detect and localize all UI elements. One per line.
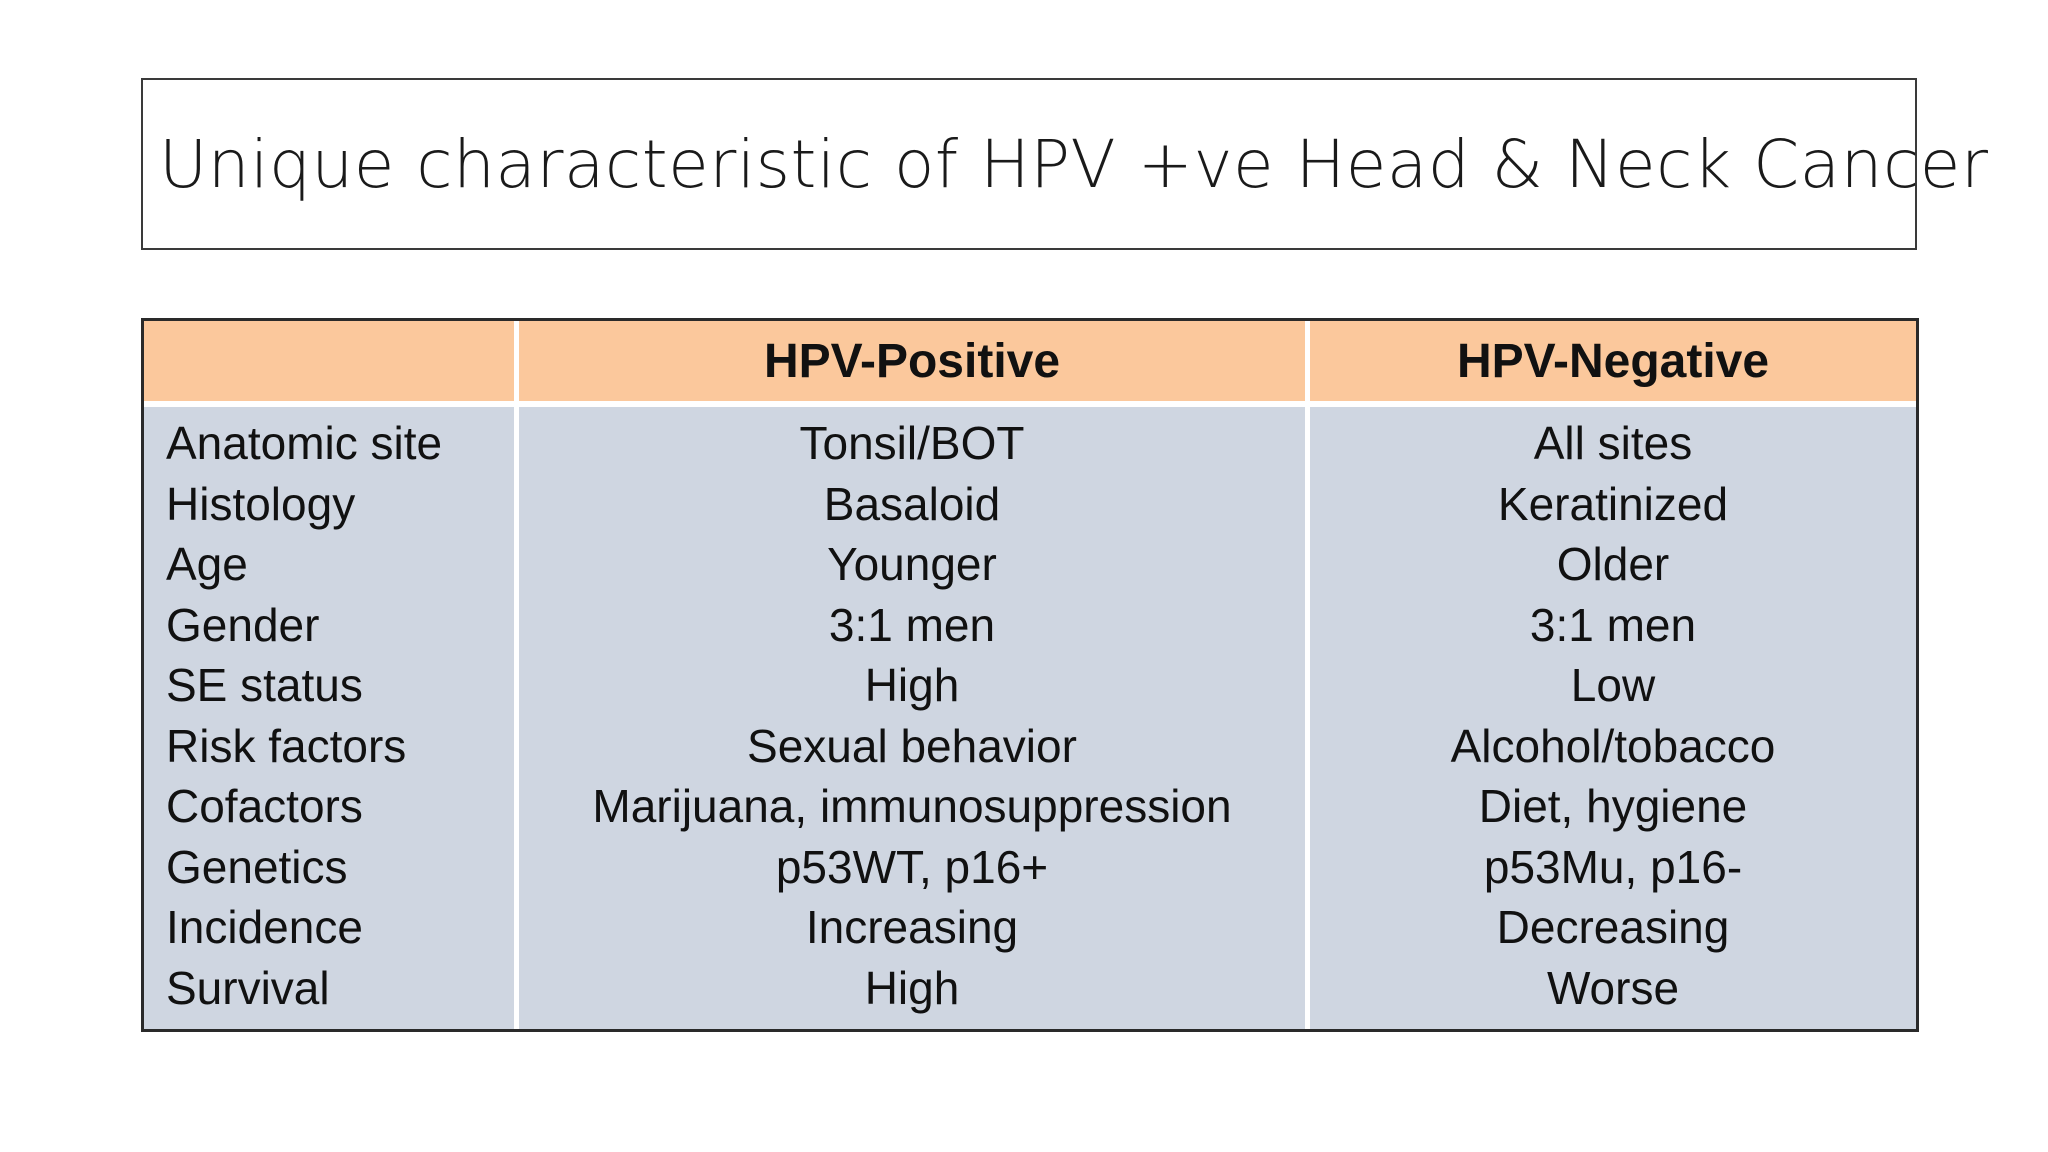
row-label: Risk factors (166, 719, 407, 772)
hpv-negative-value: All sites (1533, 417, 1693, 469)
hpv-negative-value: Worse (1546, 961, 1680, 1014)
row-label: Histology (166, 477, 356, 530)
hpv-positive-value: Increasing (805, 901, 1019, 953)
row-label: Gender (166, 598, 320, 651)
hpv-negative-value: Alcohol/tobacco (1450, 719, 1776, 772)
row-label: Age (166, 538, 248, 590)
comparison-table (141, 318, 1919, 1032)
hpv-positive-value: 3:1 men (828, 598, 996, 651)
hpv-negative-value: Diet, hygiene (1478, 780, 1748, 832)
hpv-negative-column (1305, 407, 1916, 1029)
label-column (144, 407, 514, 1029)
row-label: Survival (166, 961, 330, 1014)
hpv-positive-value: Younger (827, 538, 997, 590)
row-label: Anatomic site (166, 417, 443, 469)
header-cell-blank (144, 321, 514, 407)
row-label: Genetics (166, 840, 348, 893)
header-cell-hpv-negative: HPV-Negative (1305, 321, 1916, 407)
label-list (144, 407, 514, 1018)
table-body-row (144, 407, 1916, 1029)
row-label: Cofactors (166, 780, 363, 832)
hpv-negative-value: Low (1570, 659, 1656, 711)
table-header-row (144, 321, 1916, 407)
hpv-positive-value: p53WT, p16+ (775, 840, 1049, 893)
hpv-negative-value: Older (1556, 538, 1670, 590)
title-box (141, 78, 1989, 250)
hpv-negative-value: Decreasing (1496, 901, 1730, 953)
hpv-positive-value: Basaloid (823, 477, 1001, 530)
row-label: SE status (166, 659, 363, 711)
comparison-table-grid (144, 321, 1916, 1029)
hpv-positive-value: High (864, 659, 960, 711)
hpv-positive-value: Sexual behavior (747, 719, 1077, 772)
hpv-positive-value: High (864, 961, 960, 1014)
hpv-negative-value: 3:1 men (1529, 598, 1697, 651)
hpv-positive-list (519, 407, 1305, 1018)
header-cell-hpv-positive: HPV-Positive (514, 321, 1305, 407)
hpv-positive-column (514, 407, 1305, 1029)
hpv-negative-value: Keratinized (1497, 477, 1729, 530)
row-label: Incidence (166, 901, 363, 953)
hpv-positive-value: Marijuana, immunosuppression (592, 780, 1232, 832)
hpv-negative-value: p53Mu, p16- (1483, 840, 1743, 893)
hpv-positive-value: Tonsil/BOT (799, 417, 1025, 469)
hpv-negative-list (1310, 407, 1916, 1018)
slide-title: Unique characteristic of HPV +ve Head & Neck Cancer (159, 125, 1989, 203)
